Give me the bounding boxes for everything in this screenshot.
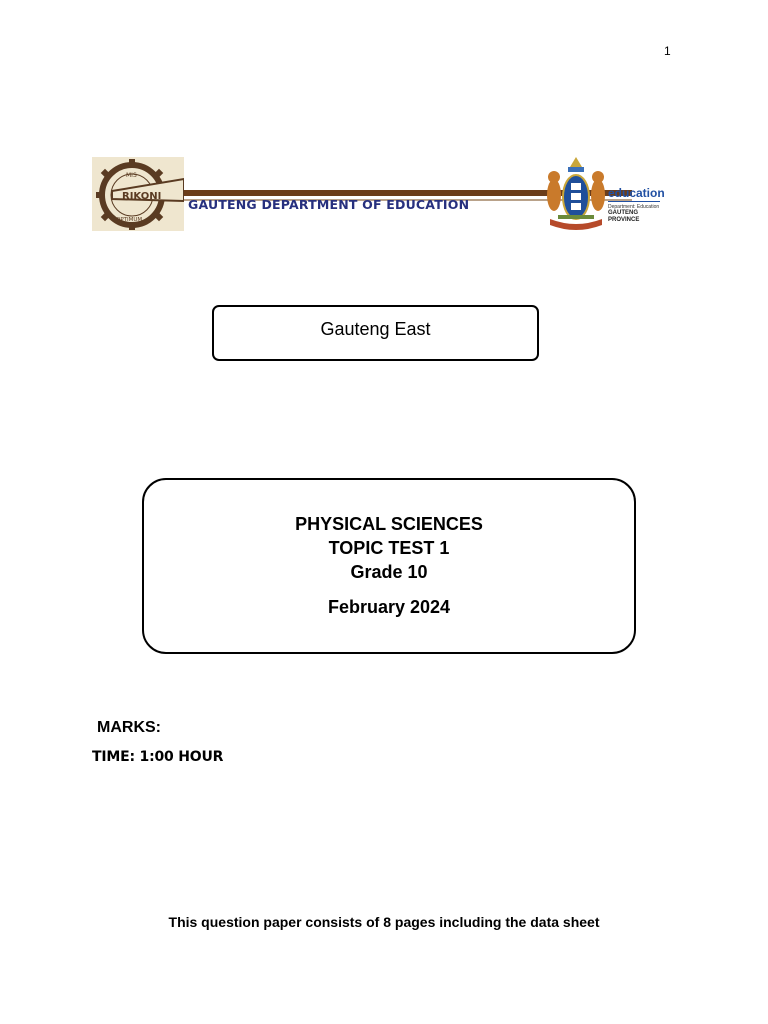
subject-title: PHYSICAL SCIENCES: [295, 514, 483, 534]
gauteng-coat-of-arms-icon: [540, 155, 612, 235]
footer-note: This question paper consists of 8 pages including the data sheet: [168, 914, 600, 930]
district-name: Gauteng East: [320, 319, 431, 339]
svg-text:OPTIMUM: OPTIMUM: [116, 217, 143, 223]
education-logo-province: GAUTENG PROVINCE: [608, 210, 640, 223]
school-crest-gear-icon: [92, 157, 184, 231]
exam-date: February 2024: [327, 597, 451, 617]
header-banner: [92, 155, 666, 235]
district-box: [212, 305, 539, 361]
education-logo-word: education: [608, 186, 665, 200]
svg-text:RIKONI: RIKONI: [122, 191, 162, 202]
page-number: 1: [664, 44, 671, 58]
marks-label: MARKS:: [97, 719, 161, 736]
time-label: TIME: 1:00 HOUR: [92, 749, 224, 765]
education-logo-rule: [608, 201, 660, 202]
test-title: TOPIC TEST 1: [328, 538, 450, 558]
education-logo-sub: Department: Education: [608, 204, 660, 210]
education-logo: [608, 187, 668, 224]
grade-label: Grade 10: [350, 562, 428, 582]
department-title: GAUTENG DEPARTMENT OF EDUCATION: [188, 197, 470, 212]
subject-box: [142, 478, 636, 654]
svg-text:MIS: MIS: [126, 172, 137, 179]
